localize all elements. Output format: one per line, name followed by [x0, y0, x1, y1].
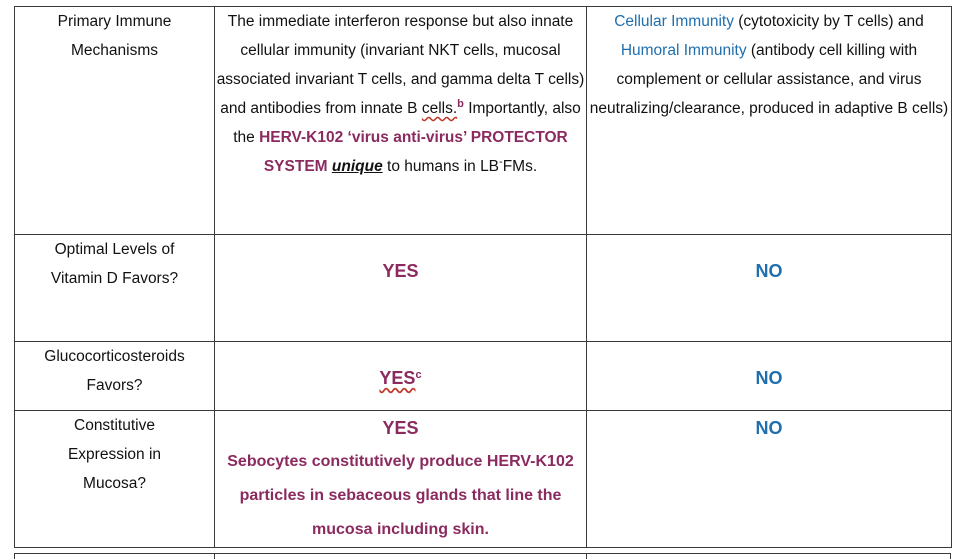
cell-text: to humans in LB — [382, 158, 500, 175]
table-row — [15, 342, 952, 411]
no-value: NO — [755, 418, 783, 438]
emphasis-text: unique — [331, 158, 383, 175]
middle-cell — [215, 342, 587, 411]
cell-text: cells. — [421, 100, 458, 117]
table-row — [15, 235, 952, 342]
row-label-cell — [15, 342, 215, 411]
yes-value: YES — [382, 261, 419, 281]
cellular-immunity-term: Cellular Immunity — [614, 13, 734, 30]
next-row-top-border — [14, 553, 951, 559]
no-value: NO — [755, 368, 783, 388]
cell-divider — [586, 554, 587, 559]
footnote-marker: b — [457, 97, 464, 110]
cell-text: (antibody cell killing with complement or cellular assistance, and virus neutralizing/clearance, produced in adaptive B cells) — [589, 42, 949, 117]
highlight-text: HERV-K102 ‘virus anti-virus’ PROTECTOR SYSTEM — [259, 129, 568, 175]
row-label-cell — [15, 235, 215, 342]
row-label-line: Primary Immune — [57, 13, 172, 30]
row-label-cell — [15, 411, 215, 548]
cell-text: - — [499, 155, 503, 168]
row-label-line: Mechanisms — [71, 42, 158, 59]
row-label-line: Optimal Levels of — [54, 241, 175, 258]
mucosa-note: Sebocytes constitutively produce HERV-K102 particles in sebaceous glands that line the mucosa including skin. — [227, 453, 574, 538]
cell-divider — [214, 554, 215, 559]
cell-text: (cytotoxicity by T cells) and — [733, 13, 924, 30]
right-cell — [587, 342, 952, 411]
cell-text: The immediate interferon response but also innate cellular immunity (invariant NKT cells, mucosal associated invariant T cells, and gamma delta T cells) and antibodies from innate B — [216, 13, 585, 117]
humoral-immunity-term: Humoral Immunity — [620, 42, 747, 59]
row-label-line: Vitamin D Favors? — [50, 270, 179, 287]
middle-cell — [215, 235, 587, 342]
middle-cell — [215, 411, 587, 548]
footnote-marker: c — [415, 368, 422, 381]
row-label-line: Mucosa? — [83, 475, 146, 492]
cell-divider — [14, 554, 15, 559]
yes-value: YES — [379, 368, 416, 388]
middle-cell — [215, 7, 587, 235]
no-value: NO — [755, 261, 783, 281]
cell-divider — [950, 554, 951, 559]
row-label-line: Expression in — [67, 446, 162, 463]
table-row — [15, 7, 952, 235]
cell-text: Importantly, also the — [233, 100, 581, 146]
comparison-table — [14, 6, 952, 548]
yes-value: YES — [382, 418, 419, 438]
cell-text: FMs. — [502, 158, 538, 175]
table-row — [15, 411, 952, 548]
row-label-line: Favors? — [86, 377, 143, 394]
row-label-cell — [15, 7, 215, 235]
right-cell — [587, 7, 952, 235]
right-cell — [587, 411, 952, 548]
row-label-line: Glucocorticosteroids — [44, 348, 185, 365]
row-label-line: Constitutive — [74, 417, 155, 434]
right-cell — [587, 235, 952, 342]
